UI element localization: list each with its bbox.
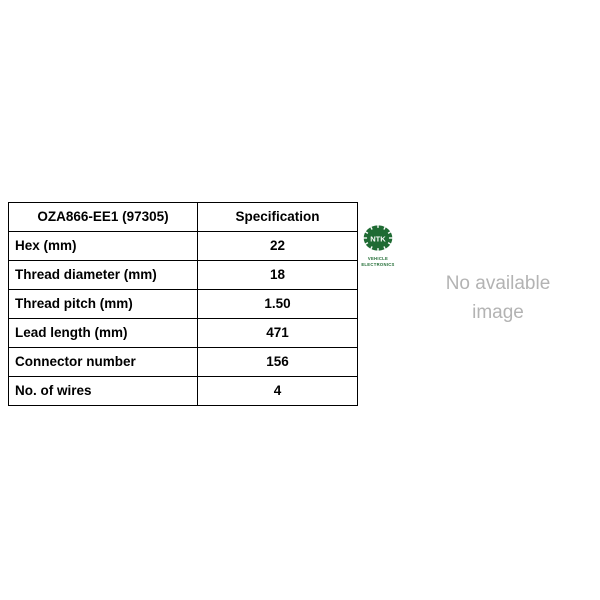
table-header-row xyxy=(9,203,358,232)
table-row xyxy=(9,377,358,406)
row-label: Hex (mm) xyxy=(9,232,198,261)
row-label: No. of wires xyxy=(9,377,198,406)
brand-logo xyxy=(352,222,404,267)
no-image-line-2: image xyxy=(472,301,524,323)
table-row xyxy=(9,348,358,377)
no-image-line-1: No available xyxy=(445,273,551,294)
row-value: 4 xyxy=(198,377,358,406)
ntk-wordmark: NTK xyxy=(370,234,386,244)
row-label: Connector number xyxy=(9,348,198,377)
logo-line-1: VEHICLE xyxy=(367,256,389,261)
logo-line-2: ELECTRONICS xyxy=(361,261,395,267)
row-value: 22 xyxy=(198,232,358,261)
row-label: Thread pitch (mm) xyxy=(9,290,198,319)
table-row xyxy=(9,232,358,261)
row-label: Thread diameter (mm) xyxy=(9,261,198,290)
row-label: Lead length (mm) xyxy=(9,319,198,348)
row-value: 156 xyxy=(198,348,358,377)
table-row xyxy=(9,290,358,319)
ntk-sunburst-icon xyxy=(361,222,395,254)
specification-table xyxy=(8,202,358,406)
no-image-placeholder xyxy=(408,270,588,327)
row-value: 18 xyxy=(198,261,358,290)
row-value: 1.50 xyxy=(198,290,358,319)
row-value: 471 xyxy=(198,319,358,348)
table-header-part-number: OZA866-EE1 (97305) xyxy=(9,203,198,232)
table-header-specification: Specification xyxy=(198,203,358,232)
table-row xyxy=(9,319,358,348)
table-row xyxy=(9,261,358,290)
